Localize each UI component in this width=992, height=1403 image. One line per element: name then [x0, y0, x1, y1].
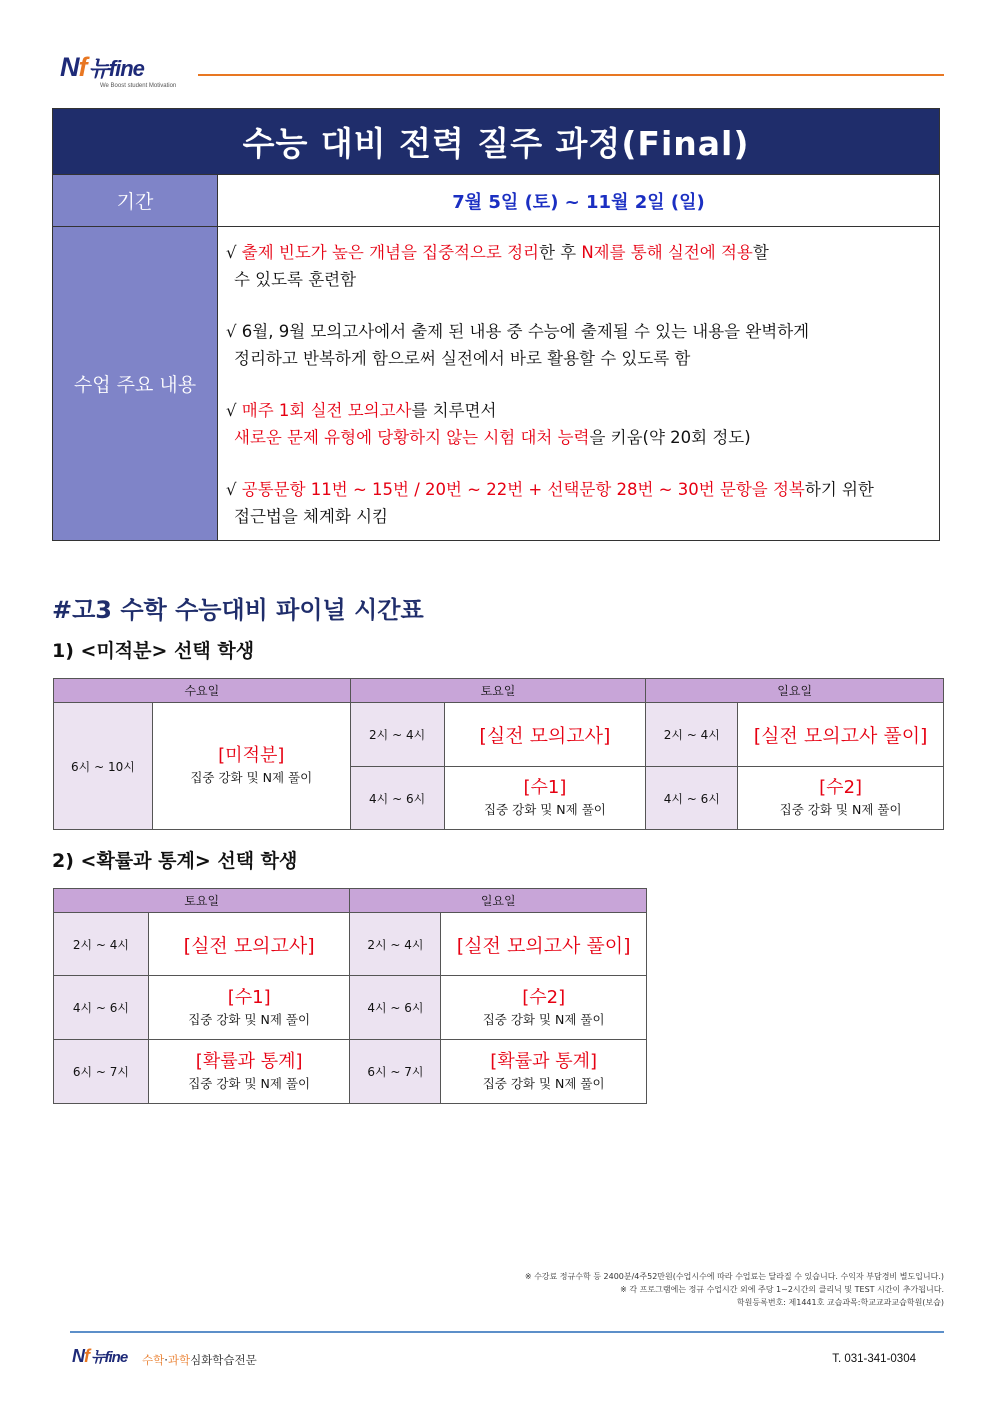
logo-n: N	[72, 1346, 84, 1366]
footer-note: ※ 수강료 정규수학 등 2400분/4주52만원(수업시수에 따라 수업료는 달라질 수 있습니다. 수익자 부담경비 별도입니다.)	[524, 1272, 944, 1281]
footer-divider	[70, 1331, 944, 1333]
class-desc: 집중 강화 및 N제 풀이	[482, 1011, 605, 1027]
day-header-sun: 일요일	[646, 679, 944, 703]
logo-wordmark	[72, 1346, 127, 1367]
logo-tagline: We Boost student Motivation	[100, 83, 177, 89]
day-header-sat: 토요일	[350, 679, 646, 703]
schedule-table-calculus	[53, 678, 944, 830]
class-desc: 집중 강화 및 N제 풀이	[188, 1075, 311, 1091]
class-subject: [수2]	[522, 986, 566, 1008]
class-cell	[441, 1040, 647, 1104]
content-text-highlight: 출제 빈도가 높은 개념을 집중적으로 정리	[241, 243, 539, 262]
time-cell: 2시 ~ 4시	[350, 913, 441, 976]
content-text: 6월, 9월 모의고사에서 출제 된 내용 중 수능에 출제될 수 있는 내용을 완벽하게	[241, 322, 810, 341]
header-logo	[60, 52, 190, 94]
class-subject: [수1]	[523, 777, 567, 798]
class-subject: [실전 모의고사]	[479, 725, 611, 747]
footer-tagline	[142, 1352, 257, 1368]
content-line	[226, 424, 931, 451]
check-mark-icon: √	[226, 401, 237, 420]
day-header-sat: 토요일	[54, 889, 350, 913]
time-cell: 2시 ~ 4시	[350, 703, 444, 767]
header-divider	[198, 74, 944, 76]
class-subject: [확률과 통계]	[195, 1050, 303, 1072]
time-cell: 6시 ~ 7시	[350, 1040, 441, 1104]
section2-heading: 2) <확률과 통계> 선택 학생	[52, 850, 298, 872]
content-text-highlight: 공통문항 11번 ~ 15번 / 20번 ~ 22번 + 선택문항 28번 ~ 30번 문항을 정복	[241, 480, 805, 499]
time-cell: 2시 ~ 4시	[54, 913, 149, 976]
content-text: 수 있도록 훈련함	[234, 270, 357, 289]
time-cell: 4시 ~ 6시	[350, 767, 444, 830]
check-mark-icon: √	[226, 243, 237, 262]
section1-heading: 1) <미적분> 선택 학생	[52, 640, 255, 662]
content-text: 한 후	[538, 243, 582, 262]
content-text: 를 치루면서	[411, 401, 497, 420]
logo-wordmark	[60, 52, 190, 83]
class-desc: 집중 강화 및 N제 풀이	[484, 802, 606, 817]
content-text-highlight: N제를 통해 실전에 적용	[581, 243, 753, 262]
content-item	[226, 397, 931, 451]
day-header-wed: 수요일	[54, 679, 351, 703]
class-cell	[444, 767, 646, 830]
time-cell: 2시 ~ 4시	[646, 703, 738, 767]
time-cell: 4시 ~ 6시	[646, 767, 738, 830]
tag-rest: 심화학습전문	[190, 1353, 257, 1367]
class-cell	[738, 767, 944, 830]
content-item	[226, 476, 931, 530]
class-desc: 집중 강화 및 N제 풀이	[190, 770, 313, 785]
content-text: 접근법을 체계화 시킴	[234, 507, 388, 526]
period-value: 7월 5일 (토) ~ 11월 2일 (일)	[218, 175, 940, 227]
class-desc: 집중 강화 및 N제 풀이	[482, 1075, 605, 1091]
class-cell	[148, 1040, 350, 1104]
time-cell: 4시 ~ 6시	[350, 976, 441, 1040]
class-subject: [수1]	[227, 986, 271, 1008]
class-cell	[441, 913, 647, 976]
content-text: 하기 위한	[804, 480, 874, 499]
class-desc: 집중 강화 및 N제 풀이	[779, 802, 902, 817]
tag-science: 과학	[167, 1353, 191, 1367]
course-title: 수능 대비 전력 질주 과정(Final)	[53, 109, 940, 175]
class-cell	[444, 703, 646, 767]
class-subject: [미적분]	[218, 745, 285, 766]
content-text: 할	[752, 243, 769, 262]
footer-note: 학원등록번호: 제1441호 교습과목:학교교과교습학원(보습)	[736, 1298, 944, 1307]
time-cell: 6시 ~ 10시	[54, 703, 153, 830]
class-subject: [실전 모의고사]	[183, 934, 315, 957]
logo-hangul: 뉴fine	[91, 1349, 128, 1366]
class-desc: 집중 강화 및 N제 풀이	[188, 1011, 311, 1027]
period-label: 기간	[53, 175, 218, 227]
class-cell	[152, 703, 350, 830]
content-text-highlight: 새로운 문제 유형에 당황하지 않는 시험 대처 능력	[234, 428, 590, 447]
class-cell	[148, 913, 350, 976]
footer-logo	[72, 1346, 127, 1367]
footer-note: ※ 각 프로그램에는 정규 수업시간 외에 주당 1~2시간의 클리닉 및 TEST 시간이 추가됩니다.	[620, 1285, 944, 1294]
check-mark-icon: √	[226, 480, 237, 499]
footer-phone: T. 031-341-0304	[832, 1353, 916, 1365]
logo-f: f	[84, 1346, 89, 1366]
tag-math: 수학	[142, 1353, 165, 1367]
content-text-highlight: 매주 1회 실전 모의고사	[241, 401, 412, 420]
check-mark-icon: √	[226, 322, 237, 341]
logo-hangul: 뉴fine	[88, 56, 144, 81]
class-subject: [실전 모의고사 풀이]	[753, 725, 928, 747]
content-item	[226, 239, 931, 293]
timetable-title: #고3 수학 수능대비 파이널 시간표	[52, 596, 424, 624]
footer-notes	[525, 1270, 944, 1309]
day-header-sun: 일요일	[350, 889, 647, 913]
logo-n: N	[60, 52, 79, 82]
class-subject: [확률과 통계]	[490, 1050, 598, 1072]
content-text: 정리하고 반복하게 함으로써 실전에서 바로 활용할 수 있도록 함	[234, 349, 691, 368]
logo-f: f	[78, 52, 87, 82]
class-subject: [실전 모의고사 풀이]	[456, 934, 631, 957]
content-list	[218, 227, 940, 541]
content-item	[226, 318, 931, 372]
class-cell	[441, 976, 647, 1040]
content-text: 을 키움(약 20회 정도)	[589, 428, 751, 447]
tag-dot: ·	[164, 1353, 168, 1367]
time-cell: 4시 ~ 6시	[54, 976, 149, 1040]
class-subject: [수2]	[819, 777, 863, 798]
schedule-table-probability	[53, 888, 647, 1104]
course-table	[52, 108, 940, 541]
content-label: 수업 주요 내용	[53, 227, 218, 541]
class-cell	[738, 703, 944, 767]
class-cell	[148, 976, 350, 1040]
time-cell: 6시 ~ 7시	[54, 1040, 149, 1104]
